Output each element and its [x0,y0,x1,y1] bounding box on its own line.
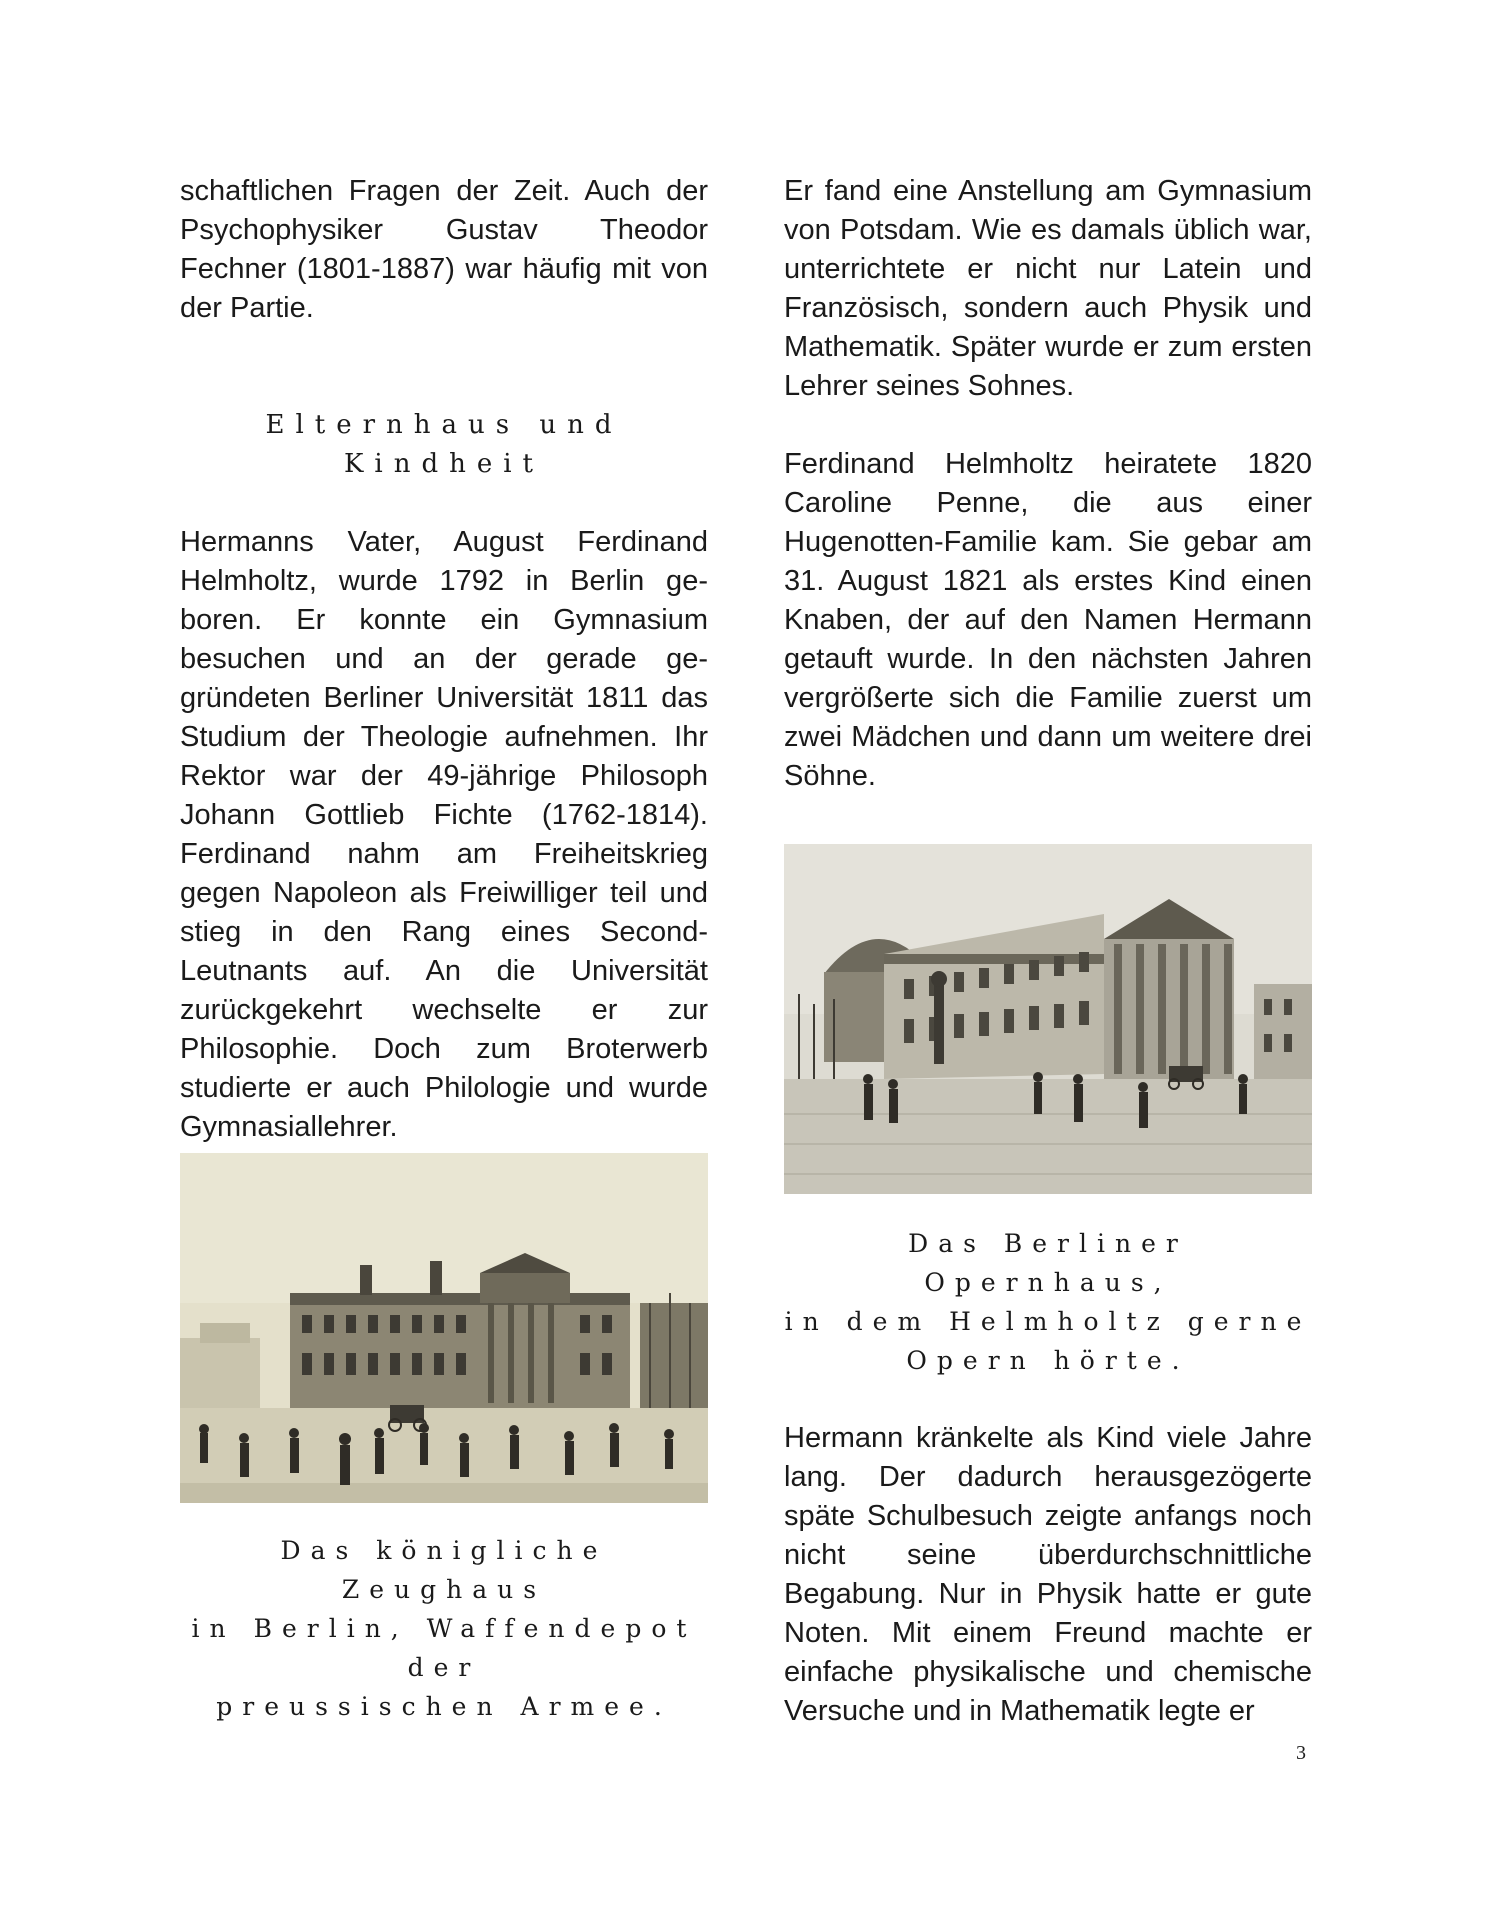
opernhaus-engraving-art [784,844,1312,1194]
opernhaus-caption [784,1224,1312,1380]
zeughaus-engraving-art [180,1153,708,1503]
potsdam-paragraph: Er fand eine Anstellung am Gymnasium von Potsdam. Wie es damals üblich war, unterrichtete er nicht nur Latein und Französisch, sondern auch Physik und Mathematik. Später wurde er zum ersten Lehrer seines Sohnes. [784,175,1312,402]
section-heading [180,406,708,484]
zeughaus-caption-line-1: Das königliche Zeughaus [280,1536,608,1604]
left-column [180,172,708,1726]
opernhaus-caption-line-2: in dem Helmholtz gerne [784,1307,1312,1336]
biography-paragraph: Hermanns Vater, August Ferdinand Helmholtz, wurde 1792 in Berlin geboren. Er konnte ein Gymnasium besuchen und an der gerade gegründeten Berliner Universität 1811 das Studium der Theologie aufnehmen. Ihr Rektor war der 49-jährige Philosoph Johann Gottlieb Fichte (1762-1814). Ferdinand nahm am Freiheitskrieg gegen Napoleon als Freiwilliger teil und stieg in den Rang eines Second-Leutnants auf. An die Universität zurückgekehrt wechselte er zur Philosophie. Doch zum Broterwerb studierte er auch Philologie und wurde Gymnasiallehrer. [180,526,708,1143]
section-heading-line-1: Elternhaus und [265,410,623,440]
opernhaus-caption-line-3: Opern hörte. [906,1346,1190,1375]
zeughaus-caption [180,1531,708,1726]
marriage-paragraph: Ferdinand Helmholtz heiratete 1820 Caroline Penne, die aus einer Hugenotten-Familie kam. Sie gebar am 31. August 1821 als erstes Kind einen Knaben, der auf den Namen Hermann getauft wurde. In den nächsten Jahren vergrößerte sich die Familie zuerst um zwei Mädchen und dann um weitere drei Söhne. [784,448,1312,792]
intro-paragraph: schaftlichen Fragen der Zeit. Auch der Psychophysiker Gustav Theodor Fechner (1801-1887) war häufig mit von der Partie. [180,175,708,324]
section-heading-line-2: Kindheit [343,449,545,479]
opernhaus-caption-line-1: Das Berliner Opernhaus, [908,1229,1188,1297]
opernhaus-engraving [784,844,1312,1194]
zeughaus-caption-line-3: preussischen Armee. [216,1692,672,1721]
childhood-paragraph: Hermann kränkelte als Kind viele Jahre lang. Der dadurch herausgezögerte späte Schulbesuch zeigte anfangs noch nicht seine überdurchschnittliche Begabung. Nur in Physik hatte er gute Noten. Mit einem Freund machte er einfache physikalische und chemische Versuche und in Mathematik legte er [784,1422,1312,1727]
zeughaus-engraving [180,1153,708,1503]
page-number: 3 [1296,1742,1306,1764]
right-column [784,172,1312,1731]
zeughaus-caption-line-2: in Berlin, Waffendepot der [191,1614,697,1682]
